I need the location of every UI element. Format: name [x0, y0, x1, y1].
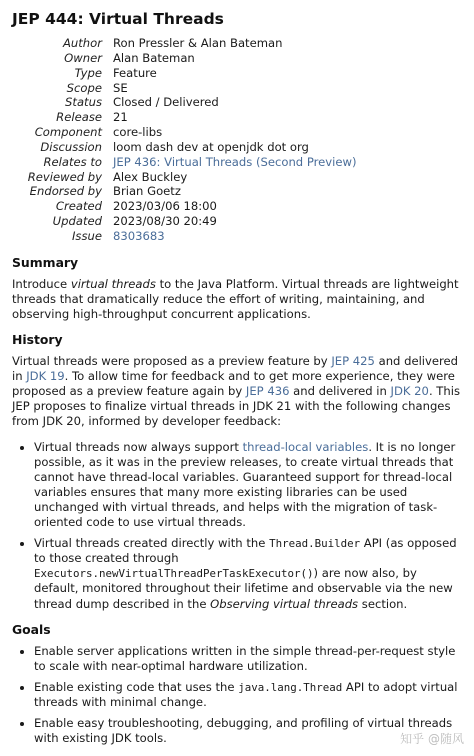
metadata-value: 2023/03/06 18:00 — [113, 199, 217, 214]
jep-document — [12, 8, 464, 756]
metadata-key: Release — [56, 110, 102, 125]
metadata-value — [113, 229, 357, 244]
metadata-link[interactable]: 8303683 — [113, 228, 165, 243]
jdk-20-link[interactable]: JDK 20 — [390, 384, 429, 399]
metadata-key: Scope — [66, 80, 102, 95]
metadata-value — [113, 155, 357, 170]
list-item: • Virtual threads now always support thread-local variables. It is no longer possible, as it was in the preview releases, to create virtual threads that cannot have thread-local variables. Guaranteed support for thread-local variables ensures that many more existing libraries can be used unchanged with virtual threads, and helps with the migration of task-oriented code to use virtual threads. — [34, 440, 464, 531]
page-title: JEP 444: Virtual Threads — [12, 10, 224, 28]
metadata-row — [12, 125, 357, 140]
goals-list — [12, 644, 464, 747]
metadata-row — [12, 81, 357, 96]
metadata-link[interactable]: JEP 436: Virtual Threads (Second Preview) — [113, 154, 357, 169]
metadata-table — [12, 36, 357, 244]
jdk-19-link[interactable]: JDK 19 — [26, 369, 65, 384]
metadata-row — [12, 170, 357, 185]
metadata-row — [12, 140, 357, 155]
metadata-value: 21 — [113, 110, 128, 125]
metadata-key: Reviewed by — [27, 169, 102, 184]
goals-heading: Goals — [12, 621, 51, 637]
metadata-key: Type — [74, 65, 102, 80]
metadata-row — [12, 155, 357, 170]
metadata-value: Alex Buckley — [113, 169, 188, 184]
history-changes-list — [12, 440, 464, 612]
watermark: 知乎 @随风 — [400, 732, 464, 746]
metadata-row — [12, 36, 357, 51]
metadata-value: Alan Bateman — [113, 50, 195, 65]
metadata-key: Owner — [64, 50, 102, 65]
summary-paragraph: Introduce virtual threads to the Java Platform. Virtual threads are lightweight threads that dramatically reduce the effort of writing, maintaining, and observing high-throughput concurrent applications. — [12, 276, 459, 321]
metadata-row — [12, 110, 357, 125]
metadata-key: Discussion — [40, 139, 102, 154]
metadata-key: Relates to — [43, 154, 102, 169]
metadata-value: Brian Goetz — [113, 184, 181, 199]
list-item: • Enable existing code that uses the java.lang.Thread API to adopt virtual threads with minimal change. — [34, 680, 464, 710]
list-item: • Enable server applications written in the simple thread-per-request style to scale with near-optimal hardware utilization. — [34, 644, 464, 674]
summary-heading: Summary — [12, 254, 79, 270]
metadata-key: Author — [62, 36, 102, 50]
jep-436-link[interactable]: JEP 436 — [245, 384, 290, 399]
metadata-value: SE — [113, 80, 128, 95]
thread-local-variables-link[interactable]: thread-local variables — [242, 439, 369, 454]
metadata-value: 2023/08/30 20:49 — [113, 214, 217, 229]
list-item: • Enable easy troubleshooting, debugging, and profiling of virtual threads with existing JDK tools. — [34, 716, 464, 746]
metadata-key: Status — [65, 95, 102, 110]
metadata-key: Endorsed by — [29, 184, 102, 199]
metadata-value: Feature — [113, 65, 157, 80]
metadata-row — [12, 184, 357, 199]
metadata-row — [12, 51, 357, 66]
jep-425-link[interactable]: JEP 425 — [331, 354, 375, 369]
list-item: • Virtual threads created directly with the Thread.Builder API (as opposed to those created through Executors.newVirtualThreadPerTaskExecutor()) are now also, by default, monitored throughout their lifetime and observable via the new thread dump described in the Observing virtual threads section. — [34, 536, 464, 611]
metadata-key: Component — [34, 125, 102, 140]
metadata-key: Created — [55, 199, 102, 214]
metadata-value: core-libs — [113, 125, 163, 140]
history-heading: History — [12, 332, 63, 348]
history-paragraph: Virtual threads were proposed as a preview feature by JEP 425 and delivered in JDK 19. To allow time for feedback and to get more experience, they were proposed as a preview feature again by JEP 436 and delivered in JDK 20. This JEP proposes to finalize virtual threads in JDK 21 with the following changes from JDK 20, informed by developer feedback: — [12, 354, 460, 429]
metadata-value: loom dash dev at openjdk dot org — [113, 139, 309, 154]
metadata-row — [12, 66, 357, 81]
metadata-row — [12, 229, 357, 244]
metadata-row — [12, 199, 357, 214]
metadata-key: Updated — [52, 214, 102, 229]
metadata-value: Closed / Delivered — [113, 95, 219, 110]
metadata-value: Ron Pressler & Alan Bateman — [113, 36, 283, 50]
metadata-key: Issue — [72, 228, 102, 243]
metadata-row — [12, 95, 357, 110]
metadata-row — [12, 214, 357, 229]
